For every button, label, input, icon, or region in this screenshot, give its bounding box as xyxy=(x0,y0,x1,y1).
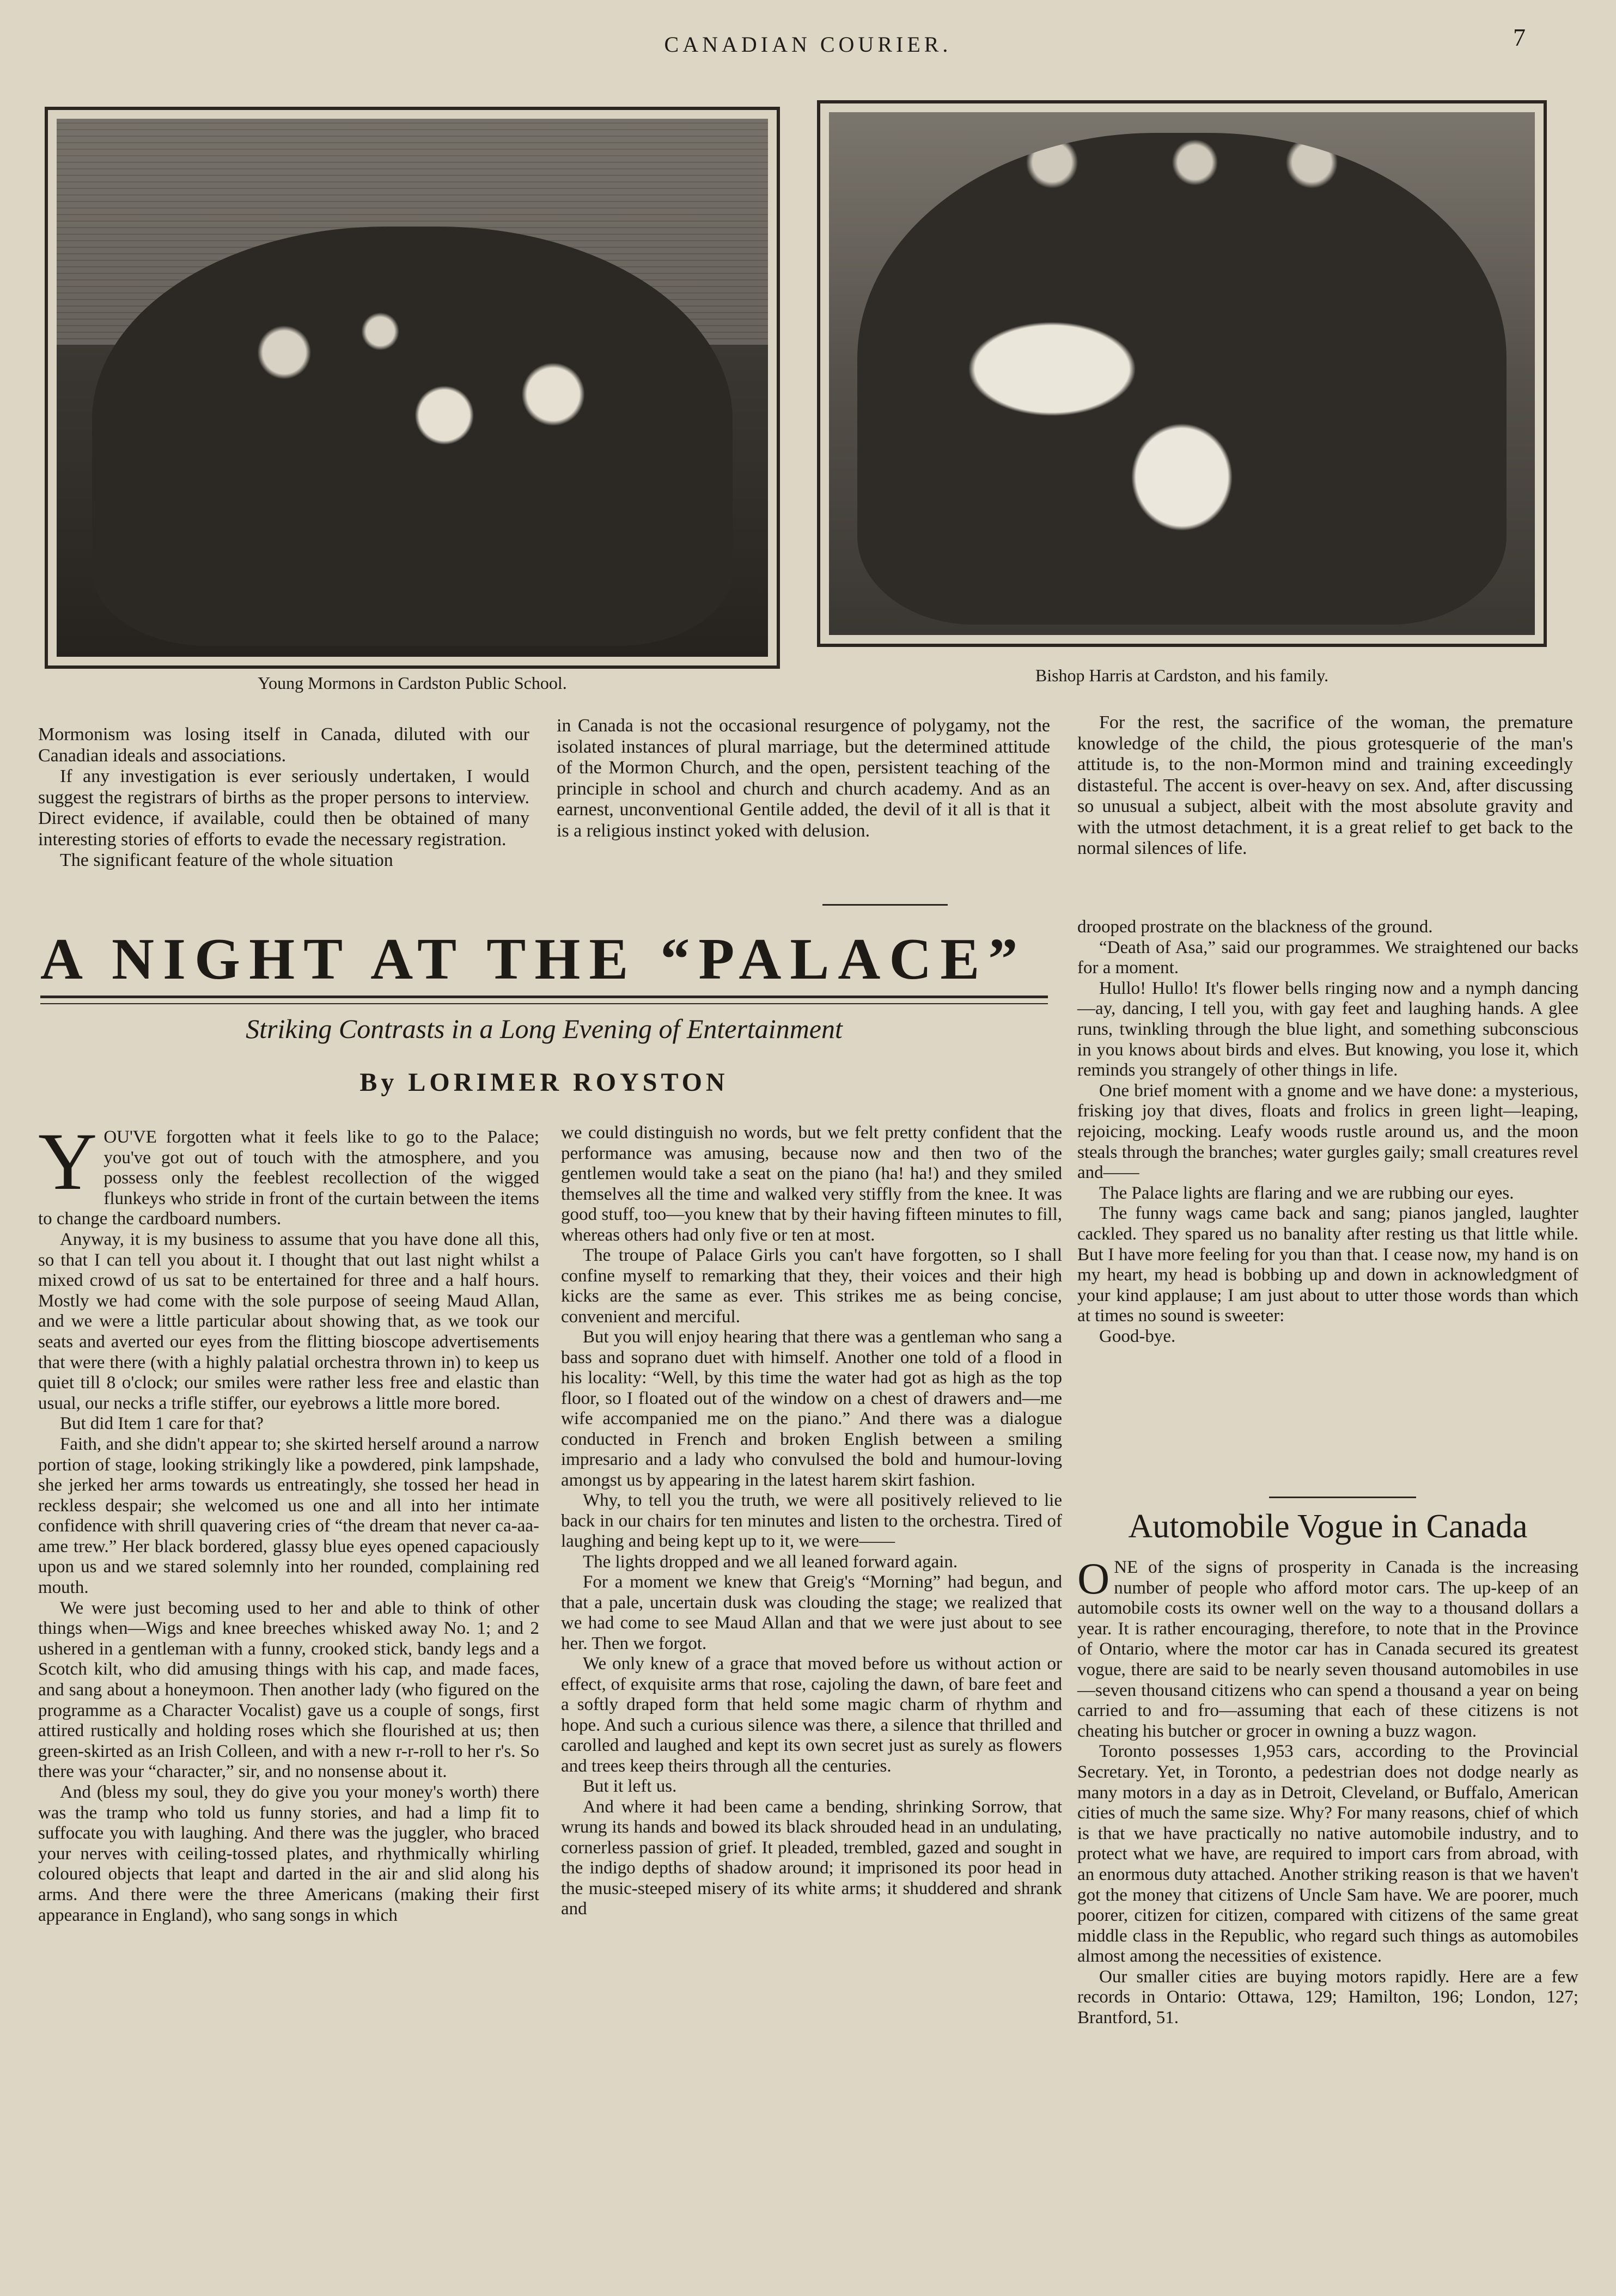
paragraph: The Palace lights are flaring and we are rubbing our eyes. xyxy=(1099,1183,1514,1203)
paragraph: We only knew of a grace that moved before us without action or effect, of exquisite arms that rose, cajoling the dawn, of bare feet and a softly draped form that held some magic charm of rhythm and hope. And such a curious silence was there, a silence that thrilled and carolled and laughed and kept its own secret just as surely as flowers and trees keep theirs through all the centuries. xyxy=(561,1654,1062,1776)
paragraph: Anyway, it is my business to assume that you have done all this, so that I can tell you about it. I thought that out last night whilst a mixed crowd of us sat to be entertained for three and a half hours. Mostly we had come with the sole purpose of seeing Maud Allan, and we were a little particular about showing that, as we took our seats and averted our eyes from the flitting bioscope advertisements that were there (with a highly palatial orchestra thrown in) to keep us quiet till 8 o'clock; our smiles were rather less free and elastic than usual, our necks a trifle stiffer, our eyebrows a little more bored. xyxy=(38,1229,539,1413)
paragraph: ONE of the signs of prosperity in Canada is the increasing number of people who afford motor cars. The up-keep of an automobile costs its owner well on the way to a thousand dollars a year. It is rather encouraging, therefore, to note that in the Province of Ontario, where the motor car has in Canada secured its greatest vogue, there are said to be nearly seven thousand automobiles in use—seven thousand citizens who can spend a thousand a year on being carried to and fro—assuming that each of these citizens is not cheating his butcher or grocer in owning a buzz wagon. xyxy=(1077,1554,1578,1741)
article-column-2 xyxy=(561,1123,1062,1920)
photo-young-mormons xyxy=(45,107,780,669)
article-column-3 xyxy=(1077,917,1578,1347)
paragraph: One brief moment with a gnome and we have done: a mysterious, frisking joy that dives, floats and frolics in green light—leaping, rejoicing, mocking. Leafy woods rustle around us, and the moon steals through the branches; water gurgles gaily; small creatures revel and—— xyxy=(1077,1080,1578,1183)
paragraph: in Canada is not the occasional resurgence of polygamy, not the isolated instances of plural marriage, but the determined attitude of the Mormon Church, and the open, persistent teaching of the principle in school and church and church academy. And as an earnest, unconventional Gentile added, the devil of it all is that it is a religious instinct yoked with delusion. xyxy=(557,716,1050,841)
paragraph: If any investigation is ever seriously undertaken, I would suggest the registrars of births as the proper persons to interview. Direct evidence, if available, could then be obtained of many interesting stories of efforts to evade the necessary registration. xyxy=(38,766,529,850)
paragraph: For the rest, the sacrifice of the woman, the premature knowledge of the child, the pious grotesquerie of the man's attitude is, to the non-Mormon mind and training exceedingly distasteful. The accent is over-heavy on sex. And, after discussing so unusual a subject, albeit with the most absolute gravity and with the utmost detachment, it is a great relief to get back to the normal silences of life. xyxy=(1077,712,1573,858)
paragraph: drooped prostrate on the blackness of the ground. xyxy=(1077,917,1433,937)
paragraph: We were just becoming used to her and able to think of other things when—Wigs and knee breeches whisked away No. 1; and 2 ushered in a gentleman with a funny, crooked stick, bandy legs and a Scotch kilt, who did amusing things with his cap, and made faces, and sang about a honeymoon. Then another lady (who figured on the programme as a Character Vocalist) gave us a couple of songs, first attired rustically and holding roses which she flourished at us; then green-skirted as an Irish Colleen, and with a new r-r-roll to her r's. So there was your “character,” sir, and no nonsense about it. xyxy=(38,1598,539,1782)
divider xyxy=(1269,1497,1416,1498)
paragraph: Mormonism was losing itself in Canada, diluted with our Canadian ideals and associations. xyxy=(38,724,529,766)
article-byline: By LORIMER ROYSTON xyxy=(359,1068,729,1097)
paragraph: The lights dropped and we all leaned forward again. xyxy=(583,1552,958,1572)
paragraph: Hullo! Hullo! It's flower bells ringing now and a nymph dancing—ay, dancing, I tell you, with gay feet and laughing hands. A glee runs, twinkling through the blue light, and something subconscious in you knows about birds and elves. But knowing, you lose it, which reminds you strangely of other things in life. xyxy=(1077,978,1578,1080)
paragraph: The troupe of Palace Girls you can't have forgotten, so I shall confine myself to remarking that they, their voices and their high kicks are the same as ever. This strikes me as being concise, convenient and merciful. xyxy=(561,1245,1062,1327)
paragraph: And (bless my soul, they do give you your money's worth) there was the tramp who told us funny stories, and had a limp fit to suffocate you with laughing. And there was the juggler, who braced your nerves with ceiling-tossed plates, and rhythmically whirling coloured objects that leapt and darted in the air and slid along his arms. And there were the three Americans (making their first appearance in England), who sang songs in which xyxy=(38,1782,539,1925)
paragraph: Toronto possesses 1,953 cars, according to the Provincial Secretary. Yet, in Toronto, a pedestrian does not dodge nearly as many motors in a day as in Detroit, Cleveland, or Buffalo, American cities of much the same size. Why? For many reasons, chief of which is that we have practically no native automobile industry, and to protect what we have, are required to import cars from abroad, with an enormous duty attached. Another striking reason is that we haven't got the money that citizens of Uncle Sam have. We are poorer, much poorer, citizen for citizen, compared with citizens of the same great middle class in the Republic, who regard such things as automobiles almost among the necessities of existence. xyxy=(1077,1742,1578,1967)
divider xyxy=(822,904,948,906)
paragraph: The funny wags came back and sang; pianos jangled, laughter cackled. They spared us no banality after resting us that little while. But I have more feeling for you than that. I cease now, my hand is on my heart, my head is bobbing up and down in acknowledgment of your kind applause; I am just about to utter those words than which at times no sound is sweeter: xyxy=(1077,1204,1578,1326)
top-column-1 xyxy=(38,724,529,871)
paragraph: we could distinguish no words, but we felt pretty confident that the performance was amusing, because now and then two of the gentlemen would take a seat on the piano (ha! ha!) and they smiled themselves all the time and walked very stiffly from the knee. It was good stuff, too—you knew that by their having fifteen minutes to fill, whereas others had only five or ten at most. xyxy=(561,1123,1062,1245)
paragraph: For a moment we knew that Greig's “Morning” had begun, and that a pale, uncertain dusk was clouding the stage; we realized that we had come to see Maud Allan and that we were just about to see her. Then we forgot. xyxy=(561,1572,1062,1653)
paragraph: “Death of Asa,” said our programmes. We straightened our backs for a moment. xyxy=(1077,937,1578,978)
page-number: 7 xyxy=(1513,23,1526,51)
headline-underline xyxy=(40,996,1048,998)
paragraph: And where it had been came a bending, shrinking Sorrow, that wrung its hands and bowed its black shrouded head in an undulating, cornerless passion of grief. It pleaded, trembled, gazed and sought in the indigo depths of shadow around; it imprisoned its poor head in the music-steeped misery of its white arms; it shuddered and shrank and xyxy=(561,1797,1062,1919)
paragraph: But did Item 1 care for that? xyxy=(60,1414,264,1434)
publication-title: CANADIAN COURIER. xyxy=(664,32,952,57)
paragraph: But you will enjoy hearing that there was a gentleman who sang a bass and soprano duet with himself. Another one told of a flood in his locality: “Well, by this time the water had got as high as the top floor, so I floated out of the window on a chest of drawers and—me wife accompanied me on the piano.” And there was a dialogue conducted in French and broken English between a smiling impresario and a lady who convulsed the bold and humour-loving amongst us by appearing in the latest harem skirt fashion. xyxy=(561,1327,1062,1490)
paragraph: Why, to tell you the truth, we were all positively relieved to lie back in our chairs for ten minutes and listen to the orchestra. Tired of laughing and being kept up to it, we were—— xyxy=(561,1491,1062,1551)
top-column-3 xyxy=(1077,712,1573,859)
paragraph: The significant feature of the whole situation xyxy=(60,850,393,870)
top-column-2 xyxy=(557,716,1050,841)
article-subtitle: Striking Contrasts in a Long Evening of Entertainment xyxy=(246,1013,843,1044)
family-photo-image xyxy=(829,112,1535,635)
dropcap: Y xyxy=(38,1116,97,1207)
group-photo-image xyxy=(57,119,768,657)
auto-article-title: Automobile Vogue in Canada xyxy=(1128,1508,1528,1545)
article-headline: A NIGHT AT THE “PALACE” xyxy=(40,927,1027,992)
paragraph: Faith, and she didn't appear to; she skirted herself around a narrow portion of stage, looking strikingly like a powdered, pink lampshade, she jerked her arms towards us entreatingly, she tossed her head in reckless despair; she welcomed us one and all into her intimate confidence with shrill quavering cries of “the dream that never ca-aa-ame trew.” Her black bordered, glassy blue eyes opened capaciously upon us and we stared solemnly into her rounded, complaining red mouth. xyxy=(38,1434,539,1598)
paragraph: Our smaller cities are buying motors rapidly. Here are a few records in Ontario: Ottawa, 129; Hamilton, 196; London, 127; Brantford, 51. xyxy=(1077,1967,1578,2028)
photo-caption-1: Young Mormons in Cardston Public School. xyxy=(258,673,567,693)
paragraph: But it left us. xyxy=(583,1776,677,1796)
auto-article-body xyxy=(1077,1554,1578,2029)
article-column-1 xyxy=(38,1116,539,1926)
dropcap: O xyxy=(1077,1554,1110,1603)
photo-bishop-harris-family xyxy=(817,100,1547,647)
paragraph: Good-bye. xyxy=(1099,1326,1176,1346)
photo-caption-2: Bishop Harris at Cardston, and his family. xyxy=(1035,665,1329,685)
headline-underline-thin xyxy=(40,1003,1048,1004)
paragraph: YOU'VE forgotten what it feels like to go to the Palace; you've got out of touch with the atmosphere, and you possess only the feeblest recollection of the wigged flunkeys who stride in front of the curtain between the items to change the cardboard numbers. xyxy=(38,1116,539,1229)
